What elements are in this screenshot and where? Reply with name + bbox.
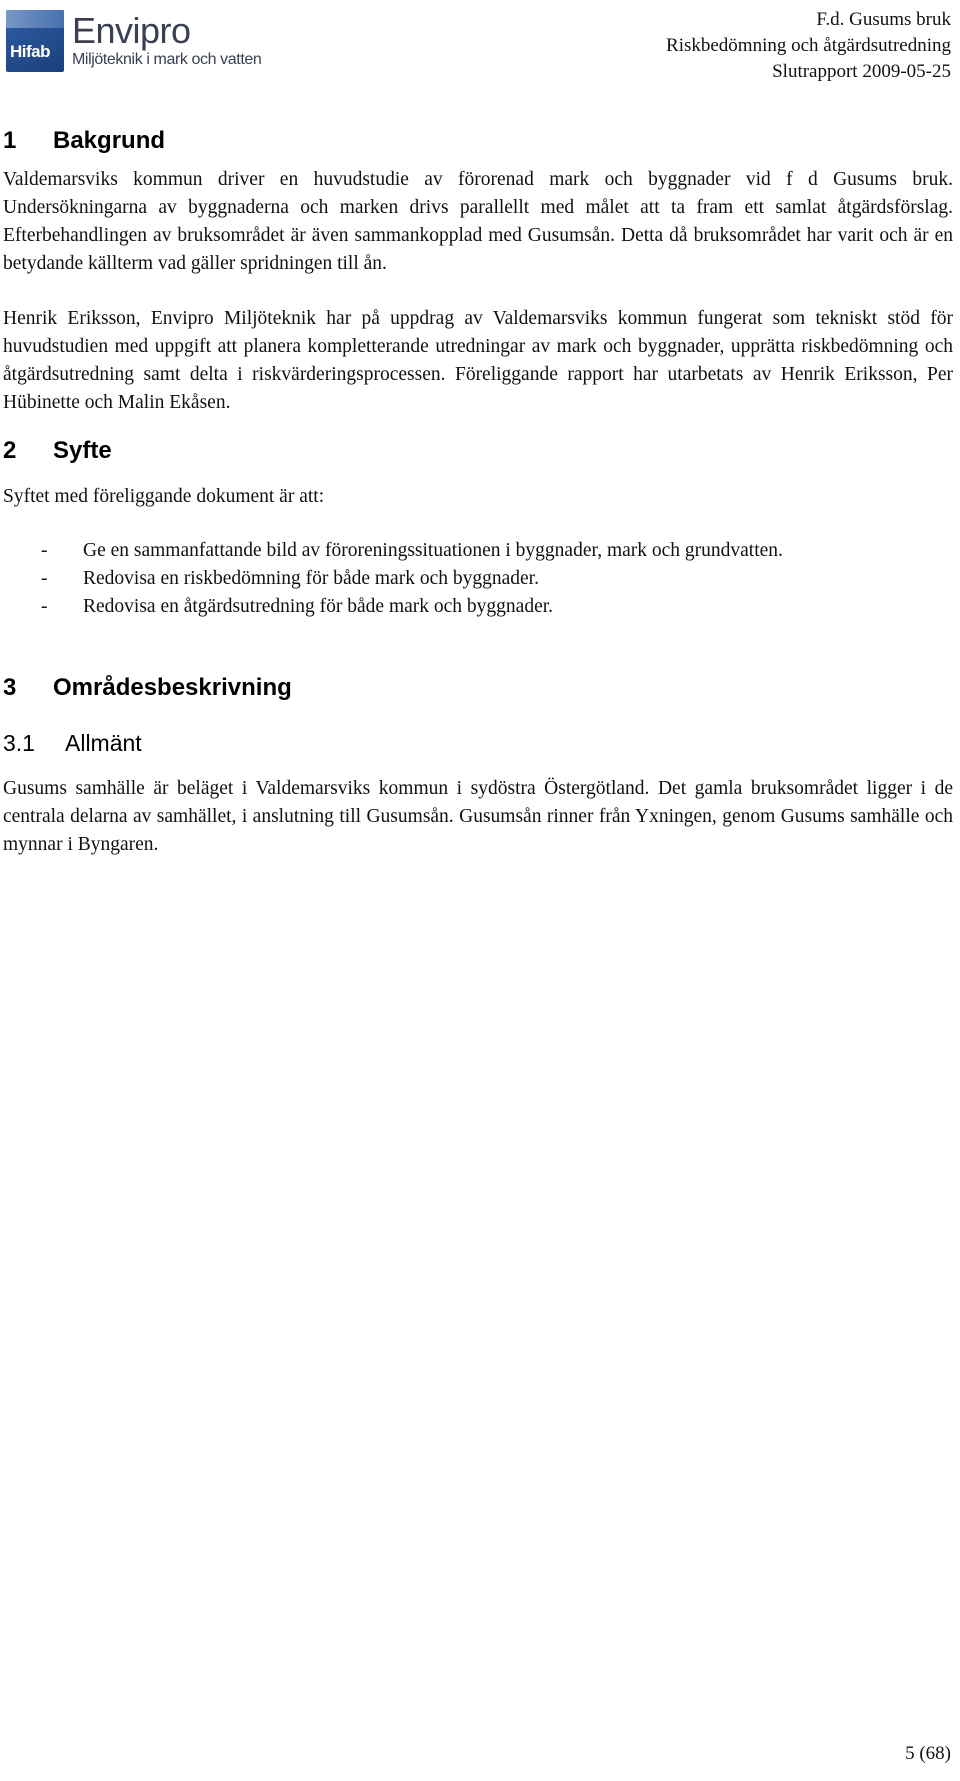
section-3-1-title: Allmänt bbox=[65, 730, 142, 756]
purpose-list bbox=[3, 537, 953, 621]
section-2-title: Syfte bbox=[53, 437, 112, 464]
list-dash: - bbox=[41, 596, 48, 617]
list-item bbox=[3, 537, 953, 565]
section-1-title: Bakgrund bbox=[53, 127, 166, 154]
section-1-paragraph-2: Henrik Eriksson, Envipro Miljöteknik har på uppdrag av Valdemarsviks kommun fungerat som tekniskt stöd för huvudstudien med uppgift att planera kompletterande utredningar av mark och byggnader, upprätta riskbedömning och åtgärdsutredning samt delta i riskvärderingsprocessen. Föreliggande rapport har utarbetats av Henrik Eriksson, Per Hübinette och Malin Ekåsen. bbox=[3, 308, 953, 413]
hifab-badge bbox=[6, 10, 64, 72]
hifab-badge-text: Hifab bbox=[10, 42, 50, 61]
section-3-heading bbox=[3, 672, 953, 704]
list-item-text: Redovisa en åtgärdsutredning för både mark och byggnader. bbox=[83, 596, 554, 617]
section-1-number: 1 bbox=[3, 127, 17, 154]
section-1-heading bbox=[3, 125, 953, 157]
section-3-number: 3 bbox=[3, 674, 17, 701]
section-3-1-heading bbox=[3, 727, 953, 759]
header-report-title: Riskbedömning och åtgärdsutredning bbox=[666, 35, 951, 56]
section-2-number: 2 bbox=[3, 437, 17, 464]
list-dash: - bbox=[41, 540, 48, 561]
logo-tagline: Miljöteknik i mark och vatten bbox=[72, 51, 262, 68]
document-body bbox=[3, 125, 953, 859]
section-3-title: Områdesbeskrivning bbox=[53, 674, 292, 701]
list-item-text: Redovisa en riskbedömning för både mark och byggnader. bbox=[83, 568, 539, 589]
page-number: 5 (68) bbox=[905, 1743, 951, 1764]
section-2-heading bbox=[3, 435, 953, 467]
logo-name: Envipro bbox=[72, 10, 191, 51]
list-item-text: Ge en sammanfattande bild av föroreningssituationen i byggnader, mark och grundvatten. bbox=[83, 540, 783, 561]
list-item bbox=[3, 593, 953, 621]
header-project-name: F.d. Gusums bruk bbox=[816, 9, 951, 30]
section-3-1-number: 3.1 bbox=[3, 730, 35, 756]
company-logo bbox=[6, 6, 286, 76]
section-2-intro: Syftet med föreliggande dokument är att: bbox=[3, 486, 325, 507]
document-header-info bbox=[666, 7, 951, 85]
section-1-paragraph-1: Valdemarsviks kommun driver en huvudstudie av förorenad mark och byggnader vid f d Gusums bruk. Undersökningarna av byggnaderna och marken drivs parallellt med målet att ta fram ett samlat åtgärdsförslag. Efterbehandlingen av bruksområdet är även sammankopplad med Gusumsån. Detta då bruksområdet har varit och är en betydande källterm vad gäller spridningen till ån. bbox=[3, 169, 953, 274]
section-3-1-paragraph: Gusums samhälle är beläget i Valdemarsviks kommun i sydöstra Östergötland. Det gamla bruksområdet ligger i de centrala delarna av samhället, i anslutning till Gusumsån. Gusumsån rinner från Yxningen, genom Gusums samhälle och mynnar i Byngaren. bbox=[3, 778, 953, 855]
header-report-date: Slutrapport 2009-05-25 bbox=[772, 61, 951, 82]
list-item bbox=[3, 565, 953, 593]
list-dash: - bbox=[41, 568, 48, 589]
